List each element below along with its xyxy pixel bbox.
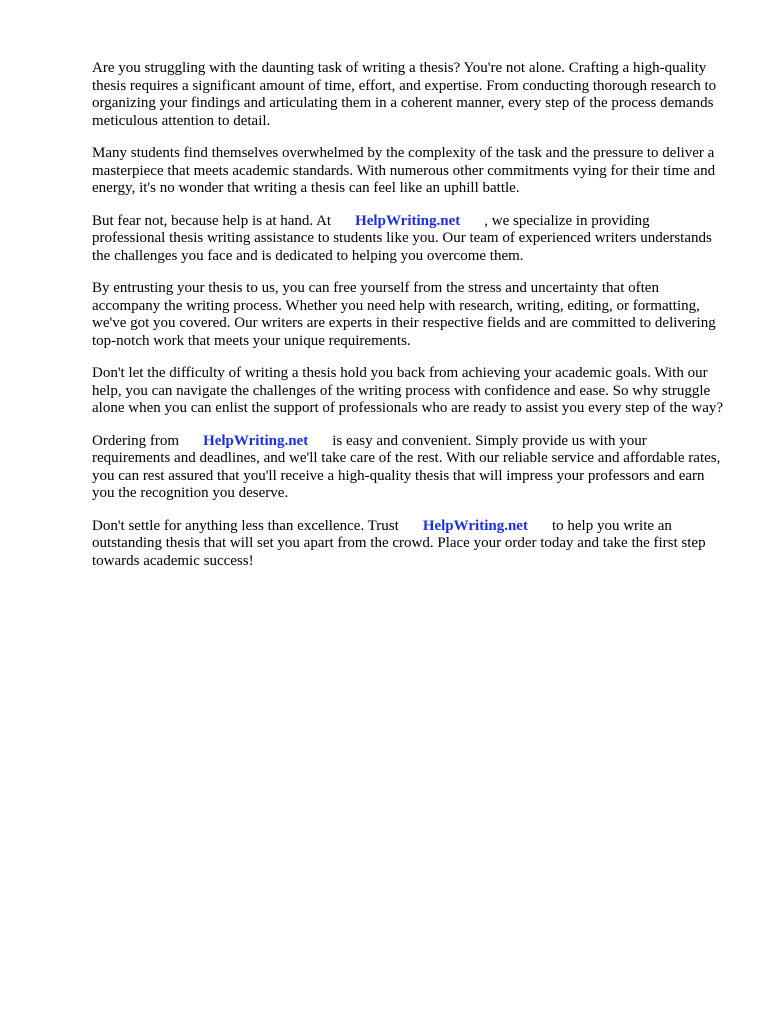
paragraph-overwhelmed: Many students find themselves overwhelmed by the complexity of the task and the pressure to deliver a masterpiece that meets academic standards. With numerous other commitments vying for their time and energy, it's no wonder that writing a thesis can feel like an uphill battle. [92, 145, 716, 196]
paragraph-text: , we specialize in providing professional thesis writing assistance to students like you. Our team of experienced writers understands the challenges you face and is dedicated to helping you overcome them. [92, 212, 712, 264]
paragraph-intro: Are you struggling with the daunting task of writing a thesis? You're not alone. Crafting a high-quality thesis requires a significant amount of time, effort, and expertise. From conducting thorough research to organizing your findings and articulating them in a coherent manner, every step of the process demands meticulous attention to detail. [92, 60, 717, 129]
paragraph-text: Don't settle for anything less than excellence. Trust [92, 517, 399, 534]
helpwriting-link[interactable]: HelpWriting.net [422, 517, 528, 534]
paragraph-excellence [92, 518, 724, 571]
paragraph-entrusting: By entrusting your thesis to us, you can free yourself from the stress and uncertainty that often accompany the writing process. Whether you need help with research, writing, editing, or formatting, we've got you covered. Our writers are experts in their respective fields and are committed to delivering top-notch work that meets your unique requirements. [92, 280, 716, 349]
paragraph-text: is easy and convenient. Simply provide us with your requirements and deadlines, and we'll take care of the rest. With our reliable service and affordable rates, you can rest assured that you'll receive a high-quality thesis that will impress your professors and earn you the recognition you deserve. [92, 432, 721, 501]
paragraph-academic-goals: Don't let the difficulty of writing a thesis hold you back from achieving your academic goals. With our help, you can navigate the challenges of the writing process with confidence and ease. So why struggle alone when you can enlist the support of professionals who are ready to assist you every step of the way? [92, 365, 724, 416]
paragraph-help-at-hand [92, 213, 724, 266]
paragraph-text: But fear not, because help is at hand. At [92, 212, 332, 229]
paragraph-text: to help you write an outstanding thesis that will set you apart from the crowd. Place your order today and take the first step towards academic success! [92, 517, 706, 569]
document-body [92, 60, 724, 585]
helpwriting-link[interactable]: HelpWriting.net [203, 432, 309, 449]
helpwriting-link[interactable]: HelpWriting.net [355, 212, 461, 229]
paragraph-text: Ordering from [92, 432, 180, 449]
paragraph-ordering [92, 433, 724, 503]
